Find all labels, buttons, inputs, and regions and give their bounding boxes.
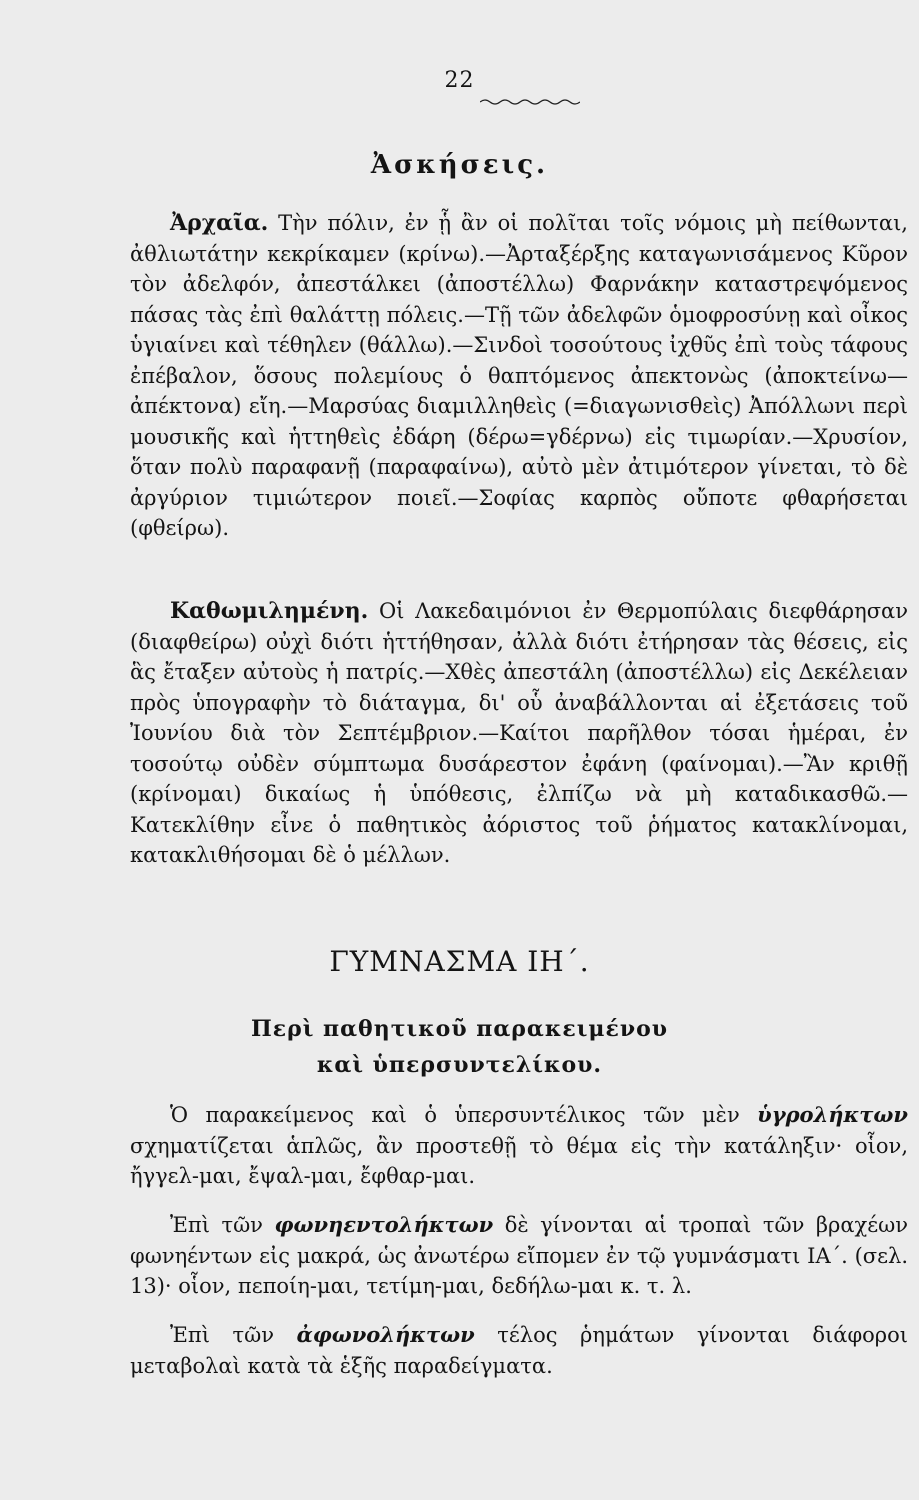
ornament-rule xyxy=(480,98,580,106)
paragraph-fonientolikta xyxy=(130,1210,908,1302)
para1-post: σχηματίζεται ἁπλῶς, ἂν προστεθῇ τὸ θέμα εἰς τὴν κατάληξιν· οἷον, ἤγγελ-μαι, ἔψαλ-μαι, ἔφθαρ-μαι. xyxy=(130,1133,908,1188)
para2-post: δὲ γίνονται αἱ τροπαὶ τῶν βραχέων φωνηέντων εἰς μακρά, ὡς ἀνωτέρω εἴπομεν ἐν τῷ γυμνάσματι ΙΑ΄. (σελ. 13)· οἷον, πεποίη-μαι, τετίμη-μαι, δεδήλω-μαι κ. τ. λ. xyxy=(130,1213,908,1298)
section-subtitle-line1: Περὶ παθητικοῦ παρακειμένου xyxy=(250,1016,669,1042)
paragraph-archaia xyxy=(130,208,908,544)
para3-post: τέλος ῥημάτων γίνονται διάφοροι μεταβολαὶ κατὰ τὰ ἑξῆς παραδείγματα. xyxy=(130,1323,909,1378)
term-ygrolikta: ὑγρολήκτων xyxy=(757,1102,908,1127)
lead-archaia: Ἀρχαῖα. xyxy=(170,210,269,236)
text-kathomilimeni: Οἱ Λακεδαιμόνιοι ἐν Θερμοπύλαις διεφθάρησαν (διαφθείρω) οὐχὶ διότι ἡττήθησαν, ἀλλὰ διότι ἐτήρησαν τὰς θέσεις, εἰς ἃς ἔταξεν αὐτοὺς ἡ πατρίς.—Χθὲς ἀπεστάλη (ἀποστέλλω) εἰς Δεκέλειαν πρὸς ὑπογραφὴν τὸ διάταγμα, δι' οὗ ἀναβάλλονται αἱ ἐξετάσεις τοῦ Ἰουνίου διὰ τὸν Σεπτέμβριον.—Καίτοι παρῆλθον τόσαι ἡμέραι, ἐν τοσούτῳ οὐδὲν σύμπτωμα δυσάρεστον ἐφάνη (φαίνομαι).—Ἂν κριθῇ (κρίνομαι) δικαίως ἡ ὑπόθεσις, ἐλπίζω νὰ μὴ καταδικασθῶ.—Κατεκλίθην εἶνε ὁ παθητικὸς ἀόριστος τοῦ ῥήματος κατακλίνομαι, κατακλιθήσομαι δὲ ὁ μέλλων. xyxy=(130,599,908,867)
para3-pre: Ἐπὶ τῶν xyxy=(170,1323,297,1347)
section-subtitle-line2: καὶ ὑπερσυντελίκου. xyxy=(316,1052,603,1078)
section-title-askiseis: Ἀσκήσεις. xyxy=(370,150,549,180)
paragraph-afonolikta xyxy=(130,1320,908,1381)
para1-pre: Ὁ παρακείμενος καὶ ὁ ὑπερσυντέλικος τῶν μὲν xyxy=(170,1103,758,1127)
lead-kathomilimeni: Καθωμιλημένη. xyxy=(170,598,369,624)
text-archaia: Τὴν πόλιν, ἐν ᾗ ἂν οἱ πολῖται τοῖς νόμοις μὴ πείθωνται, ἀθλιωτάτην κεκρίκαμεν (κρίνω).—Ἀρταξέρξης καταγωνισάμενος Κῦρον τὸν ἀδελφόν, ἀπεστάλκει (ἀποστέλλω) Φαρνάκην καταστρεψόμενος πάσας τὰς ἐπὶ θαλάττῃ πόλεις.—Τῇ τῶν ἀδελφῶν ὁμοφροσύνῃ καὶ οἶκος ὑγιαίνει καὶ τέθηλεν (θάλλω).—Σινδοὶ τοσούτους ἰχθῦς ἐπὶ τοὺς τάφους ἐπέβαλον, ὅσους πολεμίους ὁ θαπτόμενος ἀπεκτονὼς (ἀποκτείνω—ἀπέκτονα) εἴη.—Μαρσύας διαμιλληθεὶς (=διαγωνισθεὶς) Ἀπόλλωνι περὶ μουσικῆς καὶ ἡττηθεὶς ἐδάρη (δέρω=γδέρνω) εἰς τιμωρίαν.—Χρυσίον, ὅταν πολὺ παραφανῇ (παραφαίνω), αὐτὸ μὲν ἀτιμότερον γίνεται, τὸ δὲ ἀργύριον τιμιώτερον ποιεῖ.—Σοφίας καρπὸς οὔποτε φθαρήσεται (φθείρω). xyxy=(130,211,908,540)
term-fonientolikta: φωνηεντολήκτων xyxy=(274,1212,494,1237)
paragraph-kathomilimeni xyxy=(130,596,908,871)
section-title-gymnasma: ΓΥΜΝΑΣΜΑ ΙΗ΄. xyxy=(329,945,590,978)
paragraph-ygrolikta xyxy=(130,1100,908,1192)
term-afonolikta: ἀφωνολήκτων xyxy=(296,1322,475,1347)
page-number: 22 xyxy=(444,68,475,93)
para2-pre: Ἐπὶ τῶν xyxy=(170,1213,275,1237)
